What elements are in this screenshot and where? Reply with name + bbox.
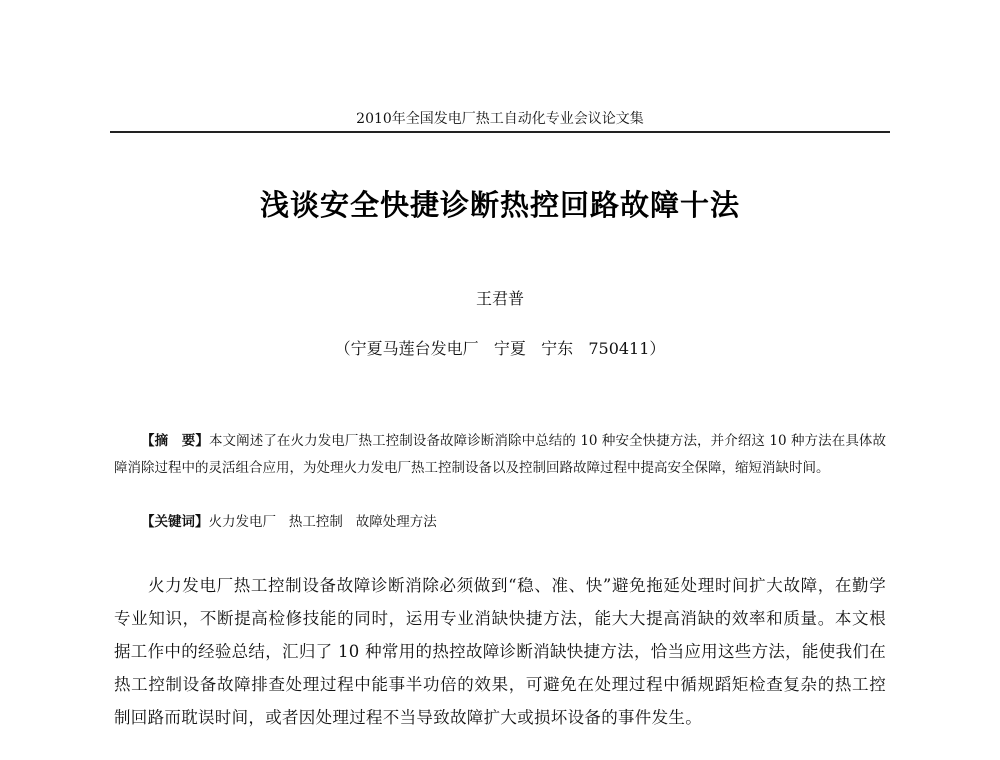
abstract-text: 本文阐述了在火力发电厂热工控制设备故障诊断消除中总结的 10 种安全快捷方法，并介绍这 10 种方法在具体故障消除过程中的灵活组合应用，为处理火力发电厂热工控制设备以及控制回路故障过程中提高安全保障，缩短消缺时间。 [114, 433, 886, 476]
author-name: 王君普 [475, 289, 524, 308]
abstract [114, 428, 886, 482]
keywords-text: 火力发电厂 热工控制 故障处理方法 [208, 514, 437, 530]
header-rule [110, 131, 890, 133]
abstract-label: 【摘 要】 [141, 433, 209, 449]
keywords-label: 【关键词】 [141, 514, 209, 530]
keywords [141, 509, 886, 536]
body-paragraph: 火力发电厂热工控制设备故障诊断消除必须做到“稳、准、快”避免拖延处理时间扩大故障，在勤学专业知识，不断提高检修技能的同时，运用专业消缺快捷方法，能大大提高消缺的效率和质量。本文根据工作中的经验总结，汇归了 10 种常用的热控故障诊断消缺快捷方法，恰当应用这些方法，能使我们在热工控制设备故障排查处理过程中能事半功倍的效果，可避免在处理过程中循规蹈矩检查复杂的热工控制回路而耽误时间，或者因处理过程不当导致故障扩大或损坏设备的事件发生。 [114, 576, 886, 727]
author-affiliation: （宁夏马莲台发电厂 宁夏 宁东 750411） [334, 339, 666, 358]
paper-title: 浅谈安全快捷诊断热控回路故障十法 [259, 188, 740, 222]
running-header: 2010年全国发电厂热工自动化专业会议论文集 [356, 111, 644, 127]
